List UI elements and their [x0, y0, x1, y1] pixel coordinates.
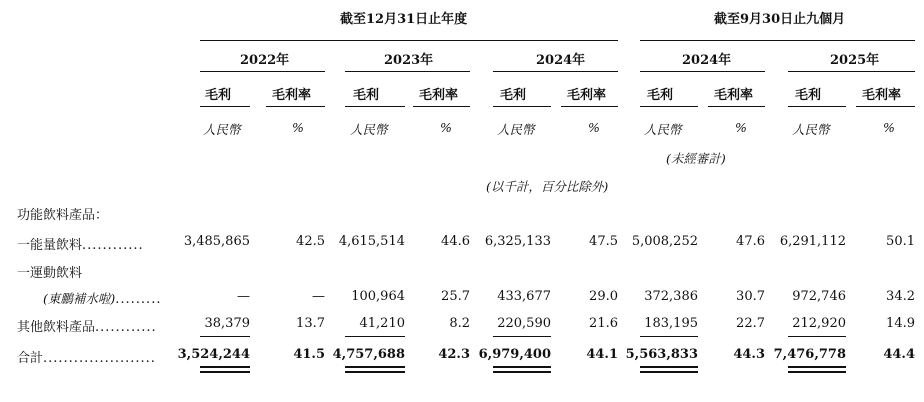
rule-year-2024-nm [640, 71, 765, 72]
cell-total-gp-2023: 4,757,688 [332, 347, 405, 362]
cell-hydration-gp-2022: — [237, 289, 250, 304]
rule-other-gp-2025-nm [788, 336, 846, 337]
rule-total-gp-2022-b [200, 371, 250, 373]
cell-energy-gp-2024-nm: 5,008,252 [631, 234, 698, 249]
rule-other-gp-2024 [493, 336, 551, 337]
row-label-sports-drinks: 一運動飲料 [17, 266, 83, 281]
unit-percent-2024-nm: % [735, 120, 747, 135]
cell-energy-mg-2025-nm: 50.1 [886, 234, 915, 249]
row-leader-hydration: ......... [115, 292, 162, 307]
rule-year-2025-nm [788, 71, 915, 72]
cell-hydration-gp-2024-nm: 372,386 [644, 289, 698, 304]
year-2025-nine-months: 2025年 [830, 53, 880, 68]
cell-hydration-gp-2025-nm: 972,746 [792, 289, 846, 304]
rule-total-gp-2022-a [200, 366, 250, 368]
rule-gp-2025-nm [788, 106, 846, 107]
row-label-other-drinks [17, 316, 157, 335]
rule-mg-2022 [266, 106, 325, 107]
cell-other-mg-2022: 13.7 [296, 316, 325, 331]
col-margin-2024: 毛利率 [567, 88, 607, 103]
rule-total-gp-2024-b [493, 371, 551, 373]
cell-energy-mg-2022: 42.5 [296, 234, 325, 249]
cell-other-mg-2023: 8.2 [449, 316, 470, 331]
cell-hydration-mg-2022: — [312, 289, 325, 304]
rule-total-gp-2024-a [493, 366, 551, 368]
header-group-annual: 截至12月31日止年度 [340, 12, 468, 27]
cell-total-mg-2023: 42.3 [438, 347, 470, 362]
cell-energy-gp-2023: 4,615,514 [338, 234, 405, 249]
col-gross-profit-2024-nm: 毛利 [647, 88, 674, 103]
cell-total-gp-2025-nm: 7,476,778 [773, 347, 846, 362]
row-leader-other-drinks: ............ [95, 320, 157, 335]
unit-percent-2024: % [588, 120, 600, 135]
unit-note: (以千計，百分比除外) [486, 179, 609, 194]
row-label-hydration [43, 289, 161, 307]
cell-total-mg-2022: 41.5 [293, 347, 325, 362]
row-leader-total: ...................... [43, 351, 156, 366]
rule-mg-2023 [413, 106, 470, 107]
cell-energy-gp-2022: 3,485,865 [183, 234, 250, 249]
cell-hydration-mg-2024-nm: 30.7 [736, 289, 765, 304]
rule-gp-2024 [493, 106, 551, 107]
row-label-total [17, 347, 156, 366]
unit-currency-2022: 人民幣 [203, 122, 241, 137]
rule-other-gp-2023 [345, 336, 405, 337]
row-label-functional-drinks: 功能飲料產品： [17, 208, 109, 223]
col-margin-2022: 毛利率 [272, 88, 312, 103]
row-label-hydration-text: (東鵬補水啦) [43, 291, 116, 306]
col-gross-profit-2025-nm: 毛利 [795, 88, 822, 103]
col-margin-2025-nm: 毛利率 [862, 88, 902, 103]
cell-energy-mg-2024-nm: 47.6 [736, 234, 765, 249]
cell-hydration-gp-2024: 433,677 [497, 289, 551, 304]
rule-gp-2022 [200, 106, 250, 107]
cell-other-gp-2022: 38,379 [204, 316, 250, 331]
rule-year-2023 [345, 71, 470, 72]
row-leader-energy-drinks: ............ [82, 238, 144, 253]
row-label-energy-drinks [17, 234, 144, 253]
rule-year-2022 [200, 71, 325, 72]
cell-total-gp-2022: 3,524,244 [177, 347, 250, 362]
cell-total-mg-2025-nm: 44.4 [883, 347, 915, 362]
cell-other-mg-2024: 21.6 [589, 316, 618, 331]
rule-mg-2025-nm [856, 106, 915, 107]
col-margin-2024-nm: 毛利率 [714, 88, 754, 103]
cell-total-gp-2024-nm: 5,563,833 [625, 347, 698, 362]
rule-total-gp-2024-nm-a [640, 366, 698, 368]
col-gross-profit-2022: 毛利 [205, 88, 232, 103]
rule-year-2024 [493, 71, 618, 72]
unit-currency-2025-nm: 人民幣 [792, 122, 830, 137]
cell-hydration-mg-2023: 25.7 [441, 289, 470, 304]
rule-other-gp-2024-nm [640, 336, 698, 337]
row-label-other-drinks-text: 其他飲料產品 [17, 320, 96, 335]
rule-gp-2023 [345, 106, 405, 107]
year-2022: 2022年 [240, 53, 290, 68]
cell-energy-mg-2024: 47.5 [589, 234, 618, 249]
year-2023: 2023年 [384, 53, 434, 68]
cell-total-mg-2024-nm: 44.3 [733, 347, 765, 362]
unit-currency-2024-nm: 人民幣 [644, 122, 682, 137]
row-label-energy-drinks-text: 一能量飲料 [17, 238, 83, 253]
cell-hydration-gp-2023: 100,964 [351, 289, 405, 304]
rule-gp-2024-nm [640, 106, 698, 107]
cell-total-mg-2024: 44.1 [586, 347, 618, 362]
cell-energy-mg-2023: 44.6 [441, 234, 470, 249]
rule-total-gp-2023-a [345, 366, 405, 368]
col-gross-profit-2023: 毛利 [353, 88, 380, 103]
rule-group-nine-months [640, 40, 915, 41]
rule-group-annual [200, 40, 618, 41]
year-2024-nine-months: 2024年 [682, 53, 732, 68]
unit-currency-2024: 人民幣 [497, 122, 535, 137]
rule-total-gp-2025-nm-a [788, 366, 846, 368]
rule-total-gp-2023-b [345, 371, 405, 373]
rule-mg-2024-nm [708, 106, 765, 107]
rule-mg-2024 [561, 106, 618, 107]
cell-other-gp-2025-nm: 212,920 [792, 316, 846, 331]
cell-total-gp-2024: 6,979,400 [478, 347, 551, 362]
header-group-nine-months: 截至9月30日止九個月 [714, 12, 846, 27]
unit-percent-2023: % [440, 120, 452, 135]
year-2024: 2024年 [536, 53, 586, 68]
row-label-total-text: 合計 [17, 351, 44, 366]
cell-energy-gp-2025-nm: 6,291,112 [779, 234, 846, 249]
cell-other-gp-2024: 220,590 [497, 316, 551, 331]
cell-other-gp-2023: 41,210 [359, 316, 405, 331]
col-margin-2023: 毛利率 [419, 88, 459, 103]
cell-other-mg-2025-nm: 14.9 [886, 316, 915, 331]
cell-other-mg-2024-nm: 22.7 [736, 316, 765, 331]
unaudited-note: (未經審計) [666, 151, 726, 166]
rule-other-gp-2022 [200, 336, 250, 337]
rule-total-gp-2024-nm-b [640, 371, 698, 373]
unit-percent-2022: % [292, 120, 304, 135]
cell-other-gp-2024-nm: 183,195 [644, 316, 698, 331]
col-gross-profit-2024: 毛利 [500, 88, 527, 103]
unit-currency-2023: 人民幣 [350, 122, 388, 137]
cell-hydration-mg-2024: 29.0 [589, 289, 618, 304]
cell-energy-gp-2024: 6,325,133 [484, 234, 551, 249]
cell-hydration-mg-2025-nm: 34.2 [886, 289, 915, 304]
rule-total-gp-2025-nm-b [788, 371, 846, 373]
unit-percent-2025-nm: % [883, 120, 895, 135]
